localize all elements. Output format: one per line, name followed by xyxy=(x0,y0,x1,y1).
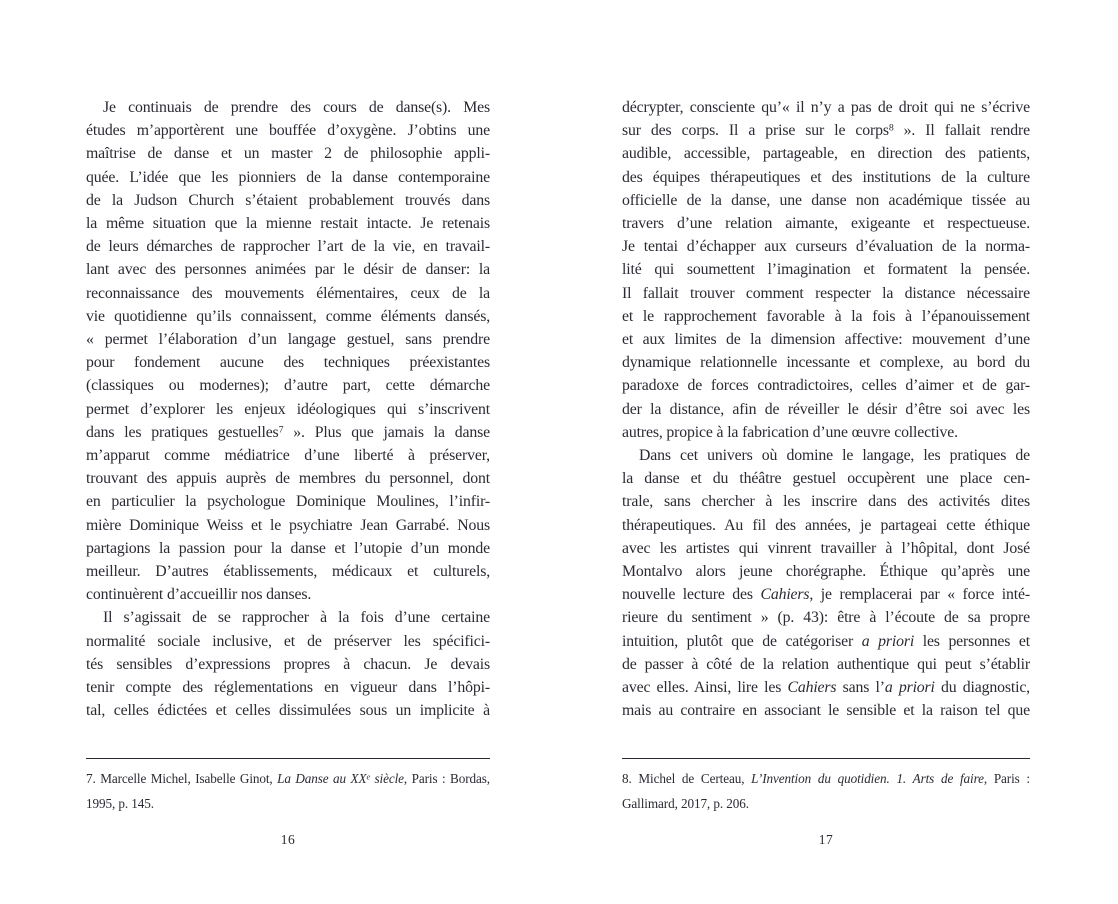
text-line: (classiques ou modernes); d’autre part, cette démarche xyxy=(86,377,490,395)
text-line: des équipes thérapeutiques et des institutions de la culture xyxy=(622,168,1030,186)
text-line: tés sensibles d’expressions propres à chacun. Je devais xyxy=(86,655,490,673)
text-line: lité qui soumettent l’imagination et formatent la pensée. xyxy=(622,261,1030,279)
text-line: sur des corps. Il a prise sur le corps$^8$ ». Il fallait rendre xyxy=(622,122,1031,140)
text-line: meilleur. D’autres établissements, médicaux et culturels, xyxy=(86,563,490,581)
page-16-body-text xyxy=(86,96,490,722)
text-line: la danse et du théâtre gestuel occupèrent une place cen- xyxy=(622,470,1030,488)
text-line: et aux limites de la dimension affective: mouvement d’une xyxy=(622,331,1030,349)
text-line: mais au contraire en associant le sensible et la raison tel que xyxy=(622,702,1030,720)
page-17-body-text xyxy=(622,96,1030,722)
footnote-7 xyxy=(86,767,490,816)
text-line: mière Dominique Weiss et le psychiatre Jean Garrabé. Nous xyxy=(86,516,490,534)
text-line: et le rapprochement favorable à la fois à l’épanouissement xyxy=(622,307,1030,325)
text-line: Dans cet univers où domine le langage, les pratiques de xyxy=(639,447,1030,465)
page-16 xyxy=(86,96,490,848)
text-line: 8. Michel de Certeau, L’Invention du quotidien. 1. Arts de faire, Paris : xyxy=(622,771,1030,787)
text-line: Gallimard, 2017, p. 206. xyxy=(622,795,749,811)
page-17 xyxy=(622,96,1030,848)
text-line: der la distance, afin de réveiller le désir d’être soi avec les xyxy=(622,400,1030,418)
text-line: études m’apportèrent une bouffée d’oxygène. J’obtins une xyxy=(86,122,490,140)
text-line: reconnaissance des mouvements élémentaires, ceux de la xyxy=(86,284,490,302)
text-line: partagions la passion pour la danse et l’utopie d’un monde xyxy=(86,539,490,557)
page-number-16: 16 xyxy=(280,832,296,848)
text-line: quée. L’idée que les pionniers de la danse contemporaine xyxy=(86,168,490,186)
text-line: Je continuais de prendre des cours de danse(s). Mes xyxy=(103,99,490,116)
text-line: en particulier la psychologue Dominique Moulines, l’infir- xyxy=(86,493,490,511)
text-line: Montalvo alors jeune chorégraphe. Éthique qu’après une xyxy=(622,563,1030,581)
footnote-8 xyxy=(622,767,1030,816)
text-line: de la Judson Church s’étaient probablement trouvés dans xyxy=(86,191,490,209)
page-number-17: 17 xyxy=(818,832,834,848)
text-line: autres, propice à la fabrication d’une œuvre collective. xyxy=(622,423,958,441)
text-line: maîtrise de danse et un master 2 de philosophie appli- xyxy=(86,145,490,163)
text-line: m’apparut comme médiatrice d’une liberté à préserver, xyxy=(86,447,490,465)
text-line: Il fallait trouver comment respecter la distance nécessaire xyxy=(622,284,1030,302)
text-line: travers d’une relation aimante, exigeante et respectueuse. xyxy=(622,215,1030,233)
text-line: dans les pratiques gestuelles$^7$ ». Plus que jamais la danse xyxy=(86,423,490,441)
text-line: pour fondement aucune des techniques préexistantes xyxy=(86,354,490,372)
text-line: avec elles. Ainsi, lire les Cahiers sans l’a priori du diagnostic, xyxy=(622,679,1030,697)
text-line: dynamique relationnelle incessante et complexe, au bord du xyxy=(622,354,1030,372)
text-line: 1995, p. 145. xyxy=(86,795,154,811)
text-line: thérapeutiques. Au fil des années, je partageai cette éthique xyxy=(622,516,1030,534)
text-line: rieure du sentiment » (p. 43): être à l’écoute de sa propre xyxy=(622,609,1030,627)
text-line: audible, accessible, partageable, en direction des patients, xyxy=(622,145,1030,163)
text-line: officielle de la danse, une danse non académique tissée au xyxy=(622,191,1030,209)
text-line: permet d’explorer les enjeux idéologiques qui s’inscrivent xyxy=(86,400,490,418)
text-line: continuèrent d’accueillir nos danses. xyxy=(86,586,312,604)
footnote-rule xyxy=(622,758,1030,759)
text-line: Je tentai d’échapper aux curseurs d’évaluation de la norma- xyxy=(622,238,1030,256)
text-line: nouvelle lecture des Cahiers, je remplacerai par « force inté- xyxy=(622,586,1030,604)
text-line: normalité sociale inclusive, et de préserver les spécifici- xyxy=(86,632,490,650)
text-line: intuition, plutôt que de catégoriser a priori les personnes et xyxy=(622,632,1030,650)
text-line: paradoxe de forces contradictoires, celles d’aimer et de gar- xyxy=(622,377,1030,395)
text-line: tal, celles édictées et celles dissimulées sous un implicite à xyxy=(86,702,490,720)
text-line: décrypter, consciente qu’« il n’y a pas de droit qui ne s’écrive xyxy=(622,99,1030,116)
text-line: de passer à côté de la relation authentique qui peut s’établir xyxy=(622,655,1030,673)
text-line: 7. Marcelle Michel, Isabelle Ginot, La Danse au XXe siècle, Paris : Bordas, xyxy=(86,771,491,787)
text-line: lant avec des personnes animées par le désir de danser: la xyxy=(86,261,490,279)
text-line: « permet l’élaboration d’un langage gestuel, sans prendre xyxy=(86,331,490,349)
text-line: trale, sans chercher à les inscrire dans des activités dites xyxy=(622,493,1030,511)
text-line: de leurs démarches de rapprocher l’art de la vie, en travail- xyxy=(86,238,490,256)
text-line: Il s’agissait de se rapprocher à la fois d’une certaine xyxy=(103,609,490,627)
text-line: trouvant des appuis auprès de membres du personnel, dont xyxy=(86,470,490,488)
text-line: avec les artistes qui vinrent travailler à l’hôpital, dont José xyxy=(622,539,1030,557)
text-line: vie quotidienne qu’ils connaissent, comme éléments dansés, xyxy=(86,307,490,325)
footnote-rule xyxy=(86,758,490,759)
text-line: la même situation que la mienne restait intacte. Je retenais xyxy=(86,215,490,233)
text-line: tenir compte des réglementations en vigueur dans l’hôpi- xyxy=(86,679,490,697)
